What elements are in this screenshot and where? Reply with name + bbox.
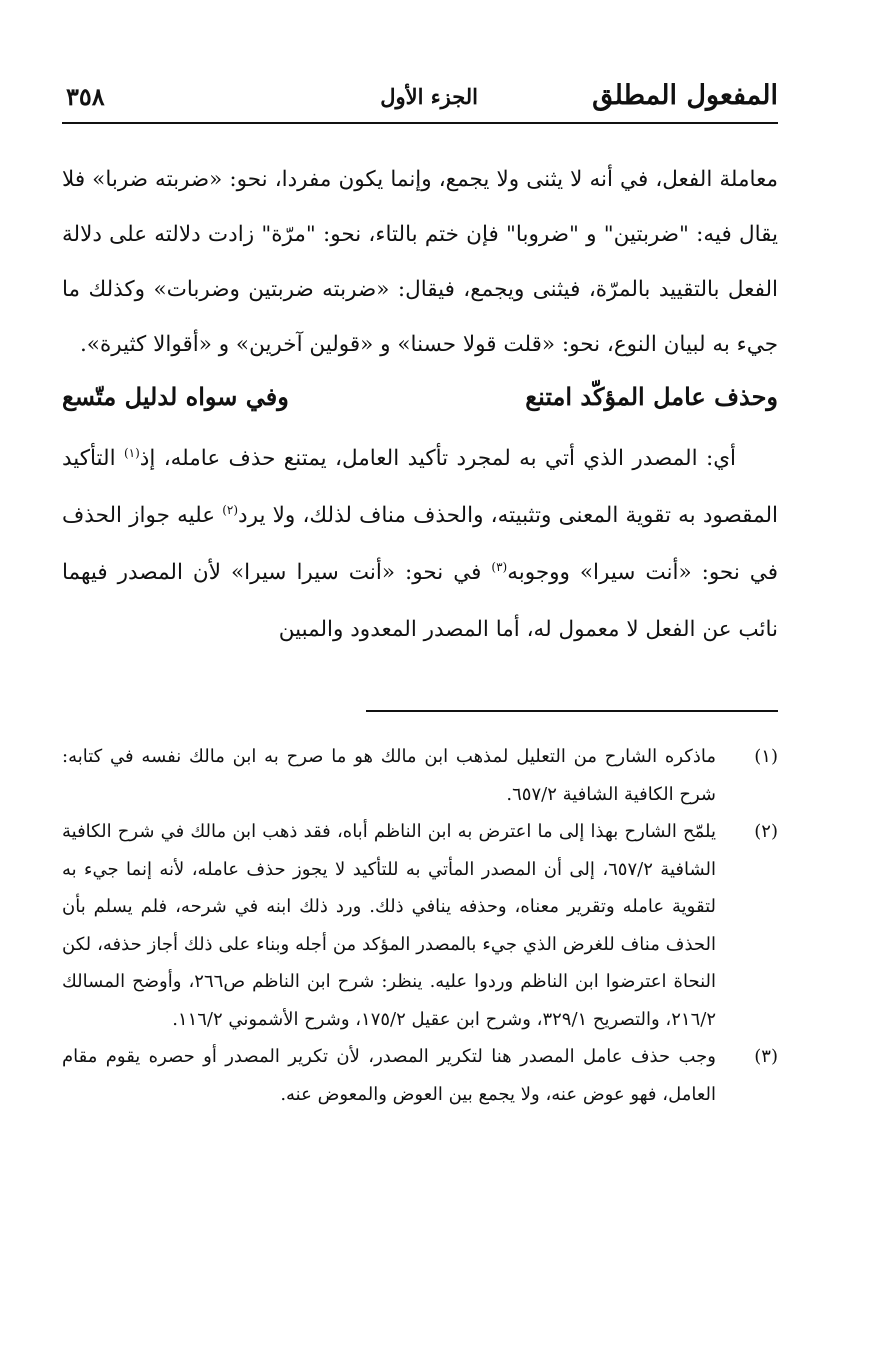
paragraph-2-segment: عليه جواز الحذف في نحو: «أنت سيرا» ووجوبه — [62, 503, 778, 585]
footnote-text: وجب حذف عامل المصدر هنا لتكرير المصدر، لأن تكرير المصدر أو حصره يقوم مقام العامل، فهو عوض عنه، ولا يجمع بين العوض والمعوض عنه. — [62, 1046, 716, 1105]
footnote-text: يلمّح الشارح بهذا إلى ما اعترض به ابن الناظم أباه، فقد ذهب ابن مالك في شرح الكافية الشافية ٦٥٧/٢، إلى أن المصدر المأتي به للتأكيد لا يجوز حذف عامله، لأنه إنما جيء به لتقوية عامله وتقرير معناه، وحذفه ينافي ذلك. ورد ذلك ابنه في شرحه، فلم يسلم بأن الحذف مناف للغرض الذي جيء بالمصدر المؤكد من أجله وبناء على ذلك أجاز حذفه، لكن النحاة اعترضوا ابن الناظم وردوا عليه. ينظر: شرح ابن الناظم ص٢٦٦، وأوضح المسالك ٢١٦/٢، والتصريح ٣٢٩/١، وشرح ابن عقيل ١٧٥/٢، وشرح الأشموني ١١٦/٢. — [62, 821, 717, 1030]
chapter-title: المفعول المطلق — [592, 80, 778, 111]
footnotes — [62, 738, 778, 1113]
paragraph-2-segment: في نحو: «أنت سيرا سيرا» لأن المصدر فيهما نائب عن الفعل لا معمول له، أما المصدر المعدود والمبين — [62, 560, 778, 642]
paragraph-1: معاملة الفعل، في أنه لا يثنى ولا يجمع، وإنما يكون مفردا، نحو: «ضربته ضربا» فلا يقال فيه: "ضربتين" و "ضروبا" فإن ختم بالتاء، نحو: "مرّة" زادت دلالته على دلالة الفعل بالتقييد بالمرّة، فيثنى ويجمع، فيقال: «ضربته ضربتين وضربات» وكذلك ما جيء به لبيان النوع، نحو: «قلت قولا حسنا» و «قولين آخرين» و «أقوالا كثيرة». — [62, 167, 778, 357]
verse-second-hemistich: وفي سواه لدليل متّسع — [62, 382, 289, 411]
paragraph-2 — [62, 430, 778, 658]
verse-first-hemistich: وحذف عامل المؤكّد امتنع — [525, 382, 778, 411]
paragraph-2-segment: أي: المصدر الذي أتي به لمجرد تأكيد العامل، يمتنع حذف عامله، إذ — [139, 446, 737, 471]
poetry-verse — [62, 374, 778, 430]
footnote-ref-1[interactable]: (١) — [123, 445, 140, 460]
footnote-2 — [62, 813, 778, 1038]
footnote-divider — [366, 710, 778, 712]
footnote-number: (٢) — [754, 821, 778, 842]
footnote-number: (١) — [754, 746, 778, 767]
book-page — [62, 70, 778, 1105]
footnote-1 — [62, 738, 778, 813]
footnote-ref-2[interactable]: (٢) — [222, 502, 239, 517]
footnote-number: (٣) — [754, 1046, 778, 1067]
footnote-ref-3[interactable]: (٣) — [491, 559, 508, 574]
footnote-text: ماذكره الشارح من التعليل لمذهب ابن مالك هو ما صرح به ابن مالك نفسه في كتابه: شرح الكافية الشافية ٦٥٧/٢. — [62, 746, 716, 805]
footnote-3 — [62, 1038, 778, 1113]
part-label: الجزء الأول — [380, 84, 478, 109]
paragraph-2-segment: التأكيد المقصود به تقوية المعنى وتثبيته، والحذف مناف لذلك، ولا يرد — [62, 446, 778, 528]
running-header — [62, 70, 778, 124]
page-number: ٣٥٨ — [66, 82, 105, 111]
